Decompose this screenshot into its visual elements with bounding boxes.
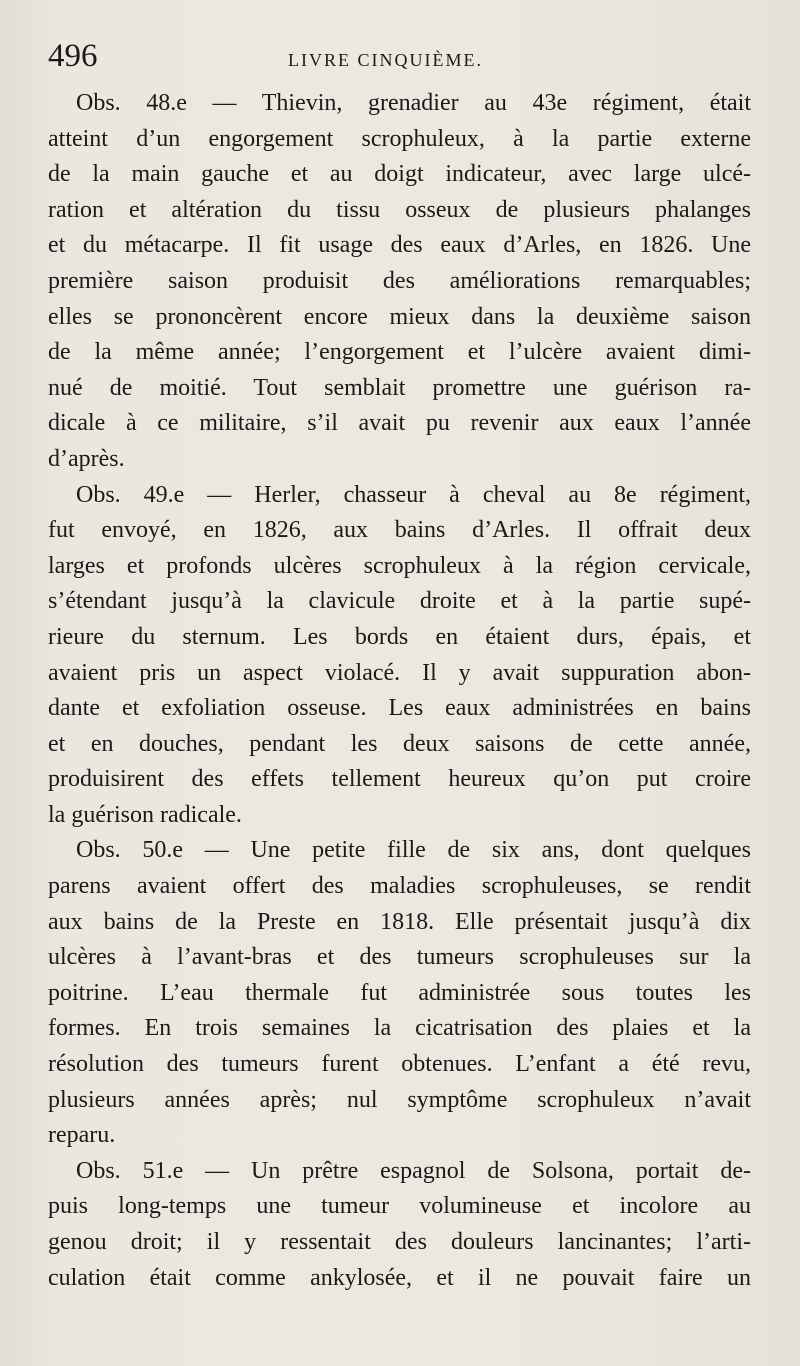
- text-line: elles se prononcèrent encore mieux dans la deuxième saison: [48, 303, 751, 330]
- text-line: ulcères à l’avant-bras et des tumeurs scrophuleuses sur la: [48, 944, 751, 971]
- text-line: et du métacarpe. Il fit usage des eaux d’Arles, en 1826. Une: [48, 232, 751, 259]
- text-line: genou droit; il y ressentait des douleurs lancinantes; l’arti-: [48, 1229, 751, 1255]
- text-line: d’après.: [48, 445, 125, 472]
- text-line: Obs. 51.e — Un prêtre espagnol de Solsona, portait de-: [76, 1157, 751, 1184]
- text-line: première saison produisit des améliorations remarquables;: [48, 267, 751, 294]
- text-line: nué de moitié. Tout semblait promettre une guérison ra-: [48, 374, 751, 401]
- text-line: Obs. 50.e — Une petite fille de six ans, dont quelques: [76, 837, 751, 864]
- observation-51: [48, 1154, 751, 1296]
- text-line: s’étendant jusqu’à la clavicule droite et à la partie supé-: [48, 588, 751, 615]
- text-line: et en douches, pendant les deux saisons de cette année,: [48, 730, 751, 757]
- text-line: avaient pris un aspect violacé. Il y avait suppuration abon-: [48, 659, 751, 686]
- text-line: poitrine. L’eau thermale fut administrée sous toutes les: [48, 979, 751, 1006]
- observation-48: [48, 86, 751, 478]
- text-line: dante et exfoliation osseuse. Les eaux administrées en bains: [48, 695, 751, 722]
- text-line: rieure du sternum. Les bords en étaient durs, épais, et: [48, 623, 751, 650]
- text-line: la guérison radicale.: [48, 801, 242, 828]
- text-line: culation était comme ankylosée, et il ne pouvait faire un: [48, 1264, 751, 1291]
- text-line: aux bains de la Preste en 1818. Elle présentait jusqu’à dix: [48, 908, 751, 935]
- running-title: LIVRE CINQUIÈME.: [288, 50, 483, 70]
- text-line: formes. En trois semaines la cicatrisation des plaies et la: [48, 1015, 751, 1042]
- text-line: puis long-temps une tumeur volumineuse et incolore au: [48, 1193, 751, 1220]
- text-line: parens avaient offert des maladies scrophuleuses, se rendit: [48, 873, 751, 900]
- text-line: dicale à ce militaire, s’il avait pu revenir aux eaux l’année: [48, 410, 751, 437]
- page-header: [48, 38, 760, 78]
- text-line: plusieurs années après; nul symptôme scrophuleux n’avait: [48, 1086, 751, 1113]
- observation-49: [48, 478, 751, 834]
- body-text: [48, 86, 751, 1296]
- text-line: de la main gauche et au doigt indicateur, avec large ulcé-: [48, 161, 751, 188]
- text-line: Obs. 49.e — Herler, chasseur à cheval au 8e régiment,: [76, 481, 751, 508]
- text-line: larges et profonds ulcères scrophuleux à la région cervicale,: [48, 552, 751, 579]
- text-line: de la même année; l’engorgement et l’ulcère avaient dimi-: [48, 339, 751, 366]
- page-number: 496: [48, 38, 98, 74]
- text-line: Obs. 48.e — Thievin, grenadier au 43e régiment, était: [76, 90, 751, 116]
- text-line: reparu.: [48, 1122, 116, 1149]
- text-line: atteint d’un engorgement scrophuleux, à la partie externe: [48, 125, 751, 152]
- text-line: résolution des tumeurs furent obtenues. L’enfant a été revu,: [48, 1051, 751, 1078]
- observation-50: [48, 833, 751, 1153]
- text-line: fut envoyé, en 1826, aux bains d’Arles. Il offrait deux: [48, 517, 751, 544]
- text-line: ration et altération du tissu osseux de plusieurs phalanges: [48, 196, 751, 223]
- text-line: produisirent des effets tellement heureux qu’on put croire: [48, 766, 751, 793]
